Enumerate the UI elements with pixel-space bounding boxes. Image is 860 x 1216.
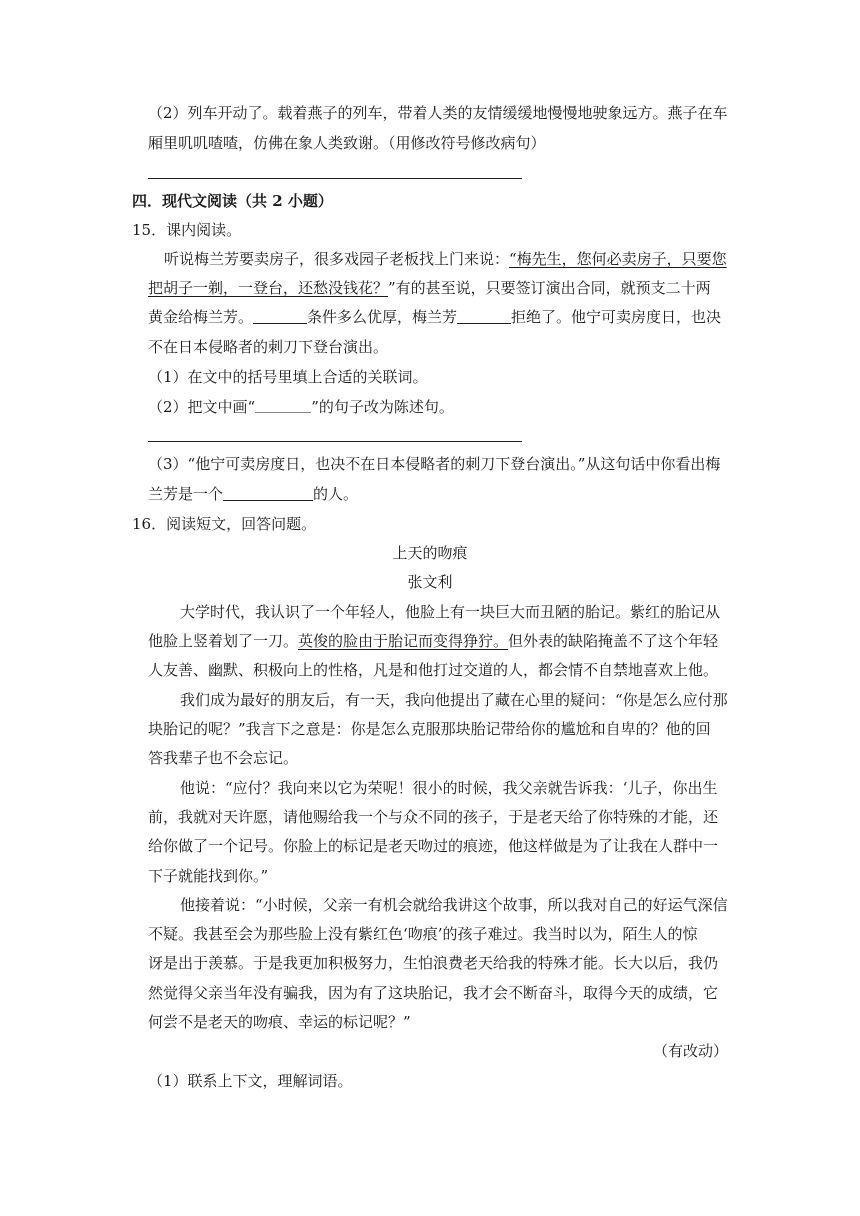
- q15-text: 听说梅兰芳要卖房子，很多戏园子老板找上门来说：: [164, 250, 510, 268]
- para2-line3: 答我辈子也不会忘记。: [148, 749, 299, 767]
- revision-note: （有改动）: [652, 1042, 728, 1060]
- q15-text: 黄金给梅兰芳。: [148, 308, 254, 326]
- para4-line3: 讶是出于羡慕。于是我更加积极努力，生怕浪费老天给我的特殊才能。长大以后，我仍: [148, 954, 719, 972]
- q15-sub2-answer-line[interactable]: [148, 441, 522, 442]
- para4-line1: 他接着说：“小时候，父亲一有机会就给我讲这个故事，所以我对自己的好运气深信: [180, 896, 728, 914]
- q16-sub1: （1）联系上下文，理解词语。: [148, 1072, 353, 1090]
- para4-line5: 何尝不是老天的吻痕、幸运的标记呢？”: [148, 1013, 411, 1031]
- q15-para-line2: [148, 278, 711, 298]
- q15-sub2-text: ”的句子改为陈述句。: [311, 398, 454, 416]
- q15-sub2: [148, 397, 454, 417]
- q15-para-line4: 不在日本侵略者的刺刀下登台演出。: [148, 338, 389, 356]
- para2-line2: 块胎记的呢？”我言下之意是：你是怎么克服那块胎记带给你的尴尬和自卑的？他的回: [148, 720, 711, 738]
- para3-line4: 下子就能找到你。”: [148, 867, 269, 885]
- para3-line2: 前，我就对天许愿，请他赐给我一个与众不同的孩子，于是老天给了你特殊的才能，还: [148, 808, 719, 826]
- para1-text: 他脸上竖着划了一刀。: [148, 632, 299, 650]
- q15-blank-1[interactable]: [253, 307, 307, 324]
- q15-underlined-quote-part1: “梅先生，您何必卖房子，只要您: [509, 250, 727, 268]
- q15-blank-2[interactable]: [457, 307, 511, 324]
- q15-sub3-line1: （3）“他宁可卖房度日，也决不在日本侵略者的刺刀下登台演出。”从这句话中你看出梅: [148, 455, 721, 473]
- para3-line3: 给你做了一个记号。你脸上的标记是老天吻过的痕迹，他这样做是为了让我在人群中一: [148, 837, 719, 855]
- q15-text: 拒绝了。他宁可卖房度日，也决: [511, 308, 722, 326]
- q15-underlined-quote-part2: 把胡子一剃，一登台，还愁没钱花？: [148, 279, 389, 297]
- section-4-title: 四．现代文阅读（共 2 小题）: [132, 192, 333, 210]
- q15-sub3-blank[interactable]: [223, 484, 313, 501]
- q15-text: ”有的甚至说，只要签订演出合同，就预支二十两: [388, 279, 711, 297]
- q15-sub2-text: （2）把文中画“: [148, 398, 256, 416]
- q15-sub3-line2: [148, 484, 358, 504]
- para1-line1: 大学时代，我认识了一个年轻人，他脸上有一块巨大而丑陋的胎记。紫红的胎记从: [180, 603, 721, 621]
- q15-text: 条件多么优厚，梅兰芳: [307, 308, 458, 326]
- q15-para-line3: [148, 307, 721, 327]
- para1-underlined-sentence: 英俊的脸由于胎记而变得狰狞。: [298, 632, 509, 650]
- q16-title: 16．阅读短文，回答问题。: [132, 515, 317, 533]
- q14-2-line2: 厢里叽叽喳喳，仿佛在象人类致谢。（用修改符号修改病句）: [148, 134, 546, 152]
- article-author: 张文利: [407, 573, 453, 591]
- para4-line2: 不疑。我甚至会为那些脸上没有紫红色‘吻痕’的孩子难过。我当时以为，陌生人的惊: [148, 925, 698, 943]
- q15-sub3-text: 的人。: [313, 485, 359, 503]
- para1-text: 但外表的缺陷掩盖不了这个年轻: [508, 632, 719, 650]
- q15-sub1: （1）在文中的括号里填上合适的关联词。: [148, 368, 428, 386]
- q15-para-line1: [164, 249, 727, 269]
- para4-line4: 然觉得父亲当年没有骗我，因为有了这块胎记，我才会不断奋斗，取得今天的成绩，它: [148, 984, 719, 1002]
- para1-line3: 人友善、幽默、积极向上的性格，凡是和他打过交道的人，都会情不自禁地喜欢上他。: [148, 661, 719, 679]
- q15-sub3-text: 兰芳是一个: [148, 485, 224, 503]
- q14-2-line1: （2）列车开动了。载着燕子的列车，带着人类的友情缓缓地慢慢地驶象远方。燕子在车: [148, 104, 728, 122]
- q15-sub2-underline-sample: [255, 398, 311, 413]
- para2-line1: 我们成为最好的朋友后，有一天，我向他提出了藏在心里的疑问：“你是怎么应付那: [180, 691, 728, 709]
- q15-title: 15．课内阅读。: [132, 221, 242, 239]
- q14-2-answer-line[interactable]: [148, 178, 522, 179]
- para3-line1: 他说：“应付？我向来以它为荣呢！很小的时候，我父亲就告诉我：‘儿子，你出生: [180, 779, 718, 797]
- para1-line2: [148, 631, 718, 651]
- article-title: 上天的吻痕: [392, 544, 468, 562]
